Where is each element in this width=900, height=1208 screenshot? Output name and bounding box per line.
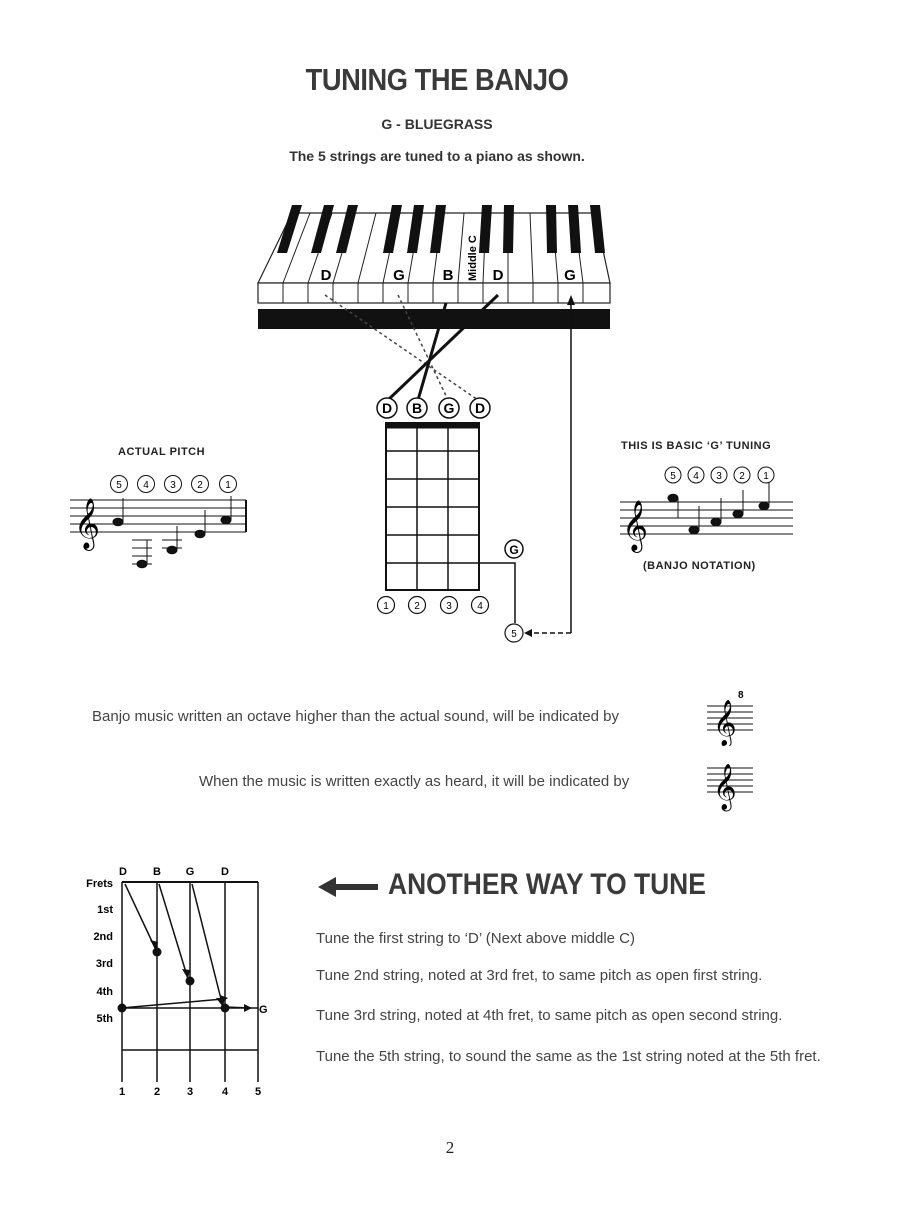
page-title: TUNING THE BANJO — [305, 62, 569, 97]
actual-string-number: 2 — [197, 480, 203, 491]
fret-string-number: 1 — [118, 1086, 126, 1098]
plain-treble-clef-icon — [705, 752, 755, 812]
basic-tuning-staff — [618, 460, 803, 555]
svg-text:𝄞: 𝄞 — [713, 701, 737, 745]
actual-pitch-label: ACTUAL PITCH — [118, 446, 206, 458]
actual-string-number: 5 — [116, 480, 122, 491]
actual-string-number: 1 — [225, 480, 231, 491]
fifth-string-number: 5 — [511, 629, 517, 640]
actual-string-number: 3 — [170, 480, 176, 491]
svg-text:𝄞: 𝄞 — [713, 765, 737, 809]
treble-clef-icon: 𝄞 — [622, 501, 649, 550]
fret-label: Frets — [86, 878, 113, 890]
fret-string-number: 3 — [186, 1086, 194, 1098]
basic-string-number: 2 — [739, 471, 745, 482]
neck-string-label: B — [411, 400, 423, 416]
basic-string-number: 5 — [670, 471, 676, 482]
fret-fifth-string-label: G — [259, 1004, 268, 1016]
piano-keyboard — [258, 205, 610, 303]
intro-text: The 5 strings are tuned to a piano as shown. — [289, 148, 585, 164]
fifth-string-top-label: G — [509, 543, 519, 557]
neck-string-label: G — [443, 400, 455, 416]
neck-string-number: 1 — [383, 601, 389, 612]
fret-string-number: 2 — [153, 1086, 161, 1098]
page-number: 2 — [445, 1138, 455, 1157]
banjo-notation-caption: (BANJO NOTATION) — [643, 560, 756, 572]
basic-string-number: 3 — [716, 471, 722, 482]
fret-label: 5th — [96, 1013, 113, 1025]
as-heard-note: When the music is written exactly as heard, it will be indicated by — [199, 773, 630, 790]
fret-string-label: G — [185, 866, 195, 878]
page-subtitle: G - BLUEGRASS — [381, 116, 493, 132]
another-way-heading: ANOTHER WAY TO TUNE — [388, 868, 706, 901]
fret-chart — [78, 860, 278, 1100]
octave-higher-note: Banjo music written an octave higher than the actual sound, will be indicated by — [92, 708, 619, 725]
piano-key-label: D — [320, 267, 332, 284]
octave-treble-clef-icon — [705, 684, 755, 746]
piano-rail — [258, 309, 610, 329]
basic-string-number: 1 — [763, 471, 769, 482]
neck-string-number: 3 — [446, 601, 452, 612]
fret-label: 1st — [97, 904, 113, 916]
fret-string-label: B — [153, 866, 161, 878]
piano-key-label: D — [492, 267, 504, 284]
treble-clef-icon: 𝄞 — [74, 499, 101, 548]
fret-string-label: D — [119, 866, 127, 878]
actual-pitch-staff — [68, 468, 253, 573]
piano-banjo-diagram — [250, 195, 620, 650]
piano-key-label: G — [564, 267, 576, 284]
banjo-neck — [386, 423, 479, 590]
fret-string-number: 4 — [221, 1086, 229, 1098]
fret-string-label: D — [221, 866, 229, 878]
fret-string-number: 5 — [254, 1086, 262, 1098]
fret-label: 2nd — [93, 931, 113, 943]
neck-string-number: 4 — [477, 601, 483, 612]
fret-label: 3rd — [95, 958, 113, 970]
tuning-step: Tune the first string to ‘D’ (Next above middle C) — [316, 930, 636, 947]
neck-string-label: D — [474, 400, 486, 416]
left-arrow-icon — [318, 876, 380, 898]
piano-key-label: G — [393, 267, 405, 284]
tuning-step: Tune 3rd string, noted at 4th fret, to same pitch as open second string. — [316, 1007, 783, 1024]
svg-text:8: 8 — [738, 690, 744, 701]
neck-string-number: 2 — [414, 601, 420, 612]
basic-string-number: 4 — [693, 471, 699, 482]
piano-key-label: B — [442, 267, 454, 284]
middle-c-label: Middle C — [467, 235, 479, 281]
neck-string-label: D — [381, 400, 393, 416]
tuning-step: Tune 2nd string, noted at 3rd fret, to same pitch as open first string. — [316, 967, 763, 984]
basic-tuning-label: THIS IS BASIC ‘G’ TUNING — [621, 440, 772, 452]
tuning-step: Tune the 5th string, to sound the same as the 1st string noted at the 5th fret. — [316, 1048, 821, 1065]
actual-string-number: 4 — [143, 480, 149, 491]
fret-label: 4th — [96, 986, 113, 998]
